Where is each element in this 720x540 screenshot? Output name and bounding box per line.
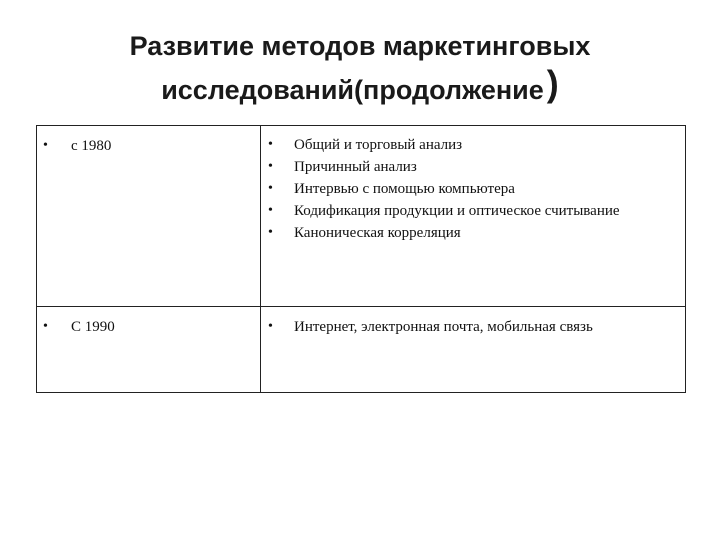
method-label: Кодификация продукции и оптическое считывание xyxy=(294,203,620,219)
method-label: Интернет, электронная почта, мобильная связь xyxy=(294,319,593,335)
methods-list-1990 xyxy=(261,307,685,338)
period-item-1980 xyxy=(43,135,260,157)
method-item xyxy=(268,134,679,156)
method-label: Интервью с помощью компьютера xyxy=(294,181,515,197)
method-label: Причинный анализ xyxy=(294,159,417,175)
bullet-icon: • xyxy=(268,225,273,240)
bullet-icon: • xyxy=(268,159,273,174)
slide-title-line-1: Развитие методов маркетинговых xyxy=(129,31,591,61)
period-item-1990 xyxy=(43,316,260,338)
table-row-1990 xyxy=(37,307,686,393)
method-label: Общий и торговый анализ xyxy=(294,137,463,153)
slide-title-line-2 xyxy=(40,63,680,112)
period-cell-1980 xyxy=(37,126,261,307)
period-list-1980 xyxy=(37,126,260,157)
period-label-1980: с 1980 xyxy=(71,138,112,154)
period-list-1990 xyxy=(37,307,260,338)
methods-table xyxy=(36,125,686,393)
method-item xyxy=(268,222,679,244)
method-item xyxy=(268,156,679,178)
bullet-icon: • xyxy=(268,319,273,334)
method-item xyxy=(268,178,679,200)
method-item xyxy=(268,200,679,222)
slide-title xyxy=(40,24,680,112)
bullet-icon: • xyxy=(268,181,273,196)
methods-cell-1990 xyxy=(261,307,686,393)
method-label: Каноническая корреляция xyxy=(294,225,461,241)
methods-list-1980 xyxy=(261,126,685,244)
methods-cell-1980 xyxy=(261,126,686,307)
period-label-1990: С 1990 xyxy=(71,319,115,335)
slide-title-line-2-text: исследований(продолжение xyxy=(161,75,544,105)
method-item xyxy=(268,316,679,338)
slide-title-closing-paren: ) xyxy=(546,63,559,104)
period-cell-1990 xyxy=(37,307,261,393)
table-row-1980 xyxy=(37,126,686,307)
bullet-icon: • xyxy=(268,203,273,218)
bullet-icon: • xyxy=(43,138,48,153)
bullet-icon: • xyxy=(43,319,48,334)
bullet-icon: • xyxy=(268,137,273,152)
methods-table-container xyxy=(36,125,686,393)
